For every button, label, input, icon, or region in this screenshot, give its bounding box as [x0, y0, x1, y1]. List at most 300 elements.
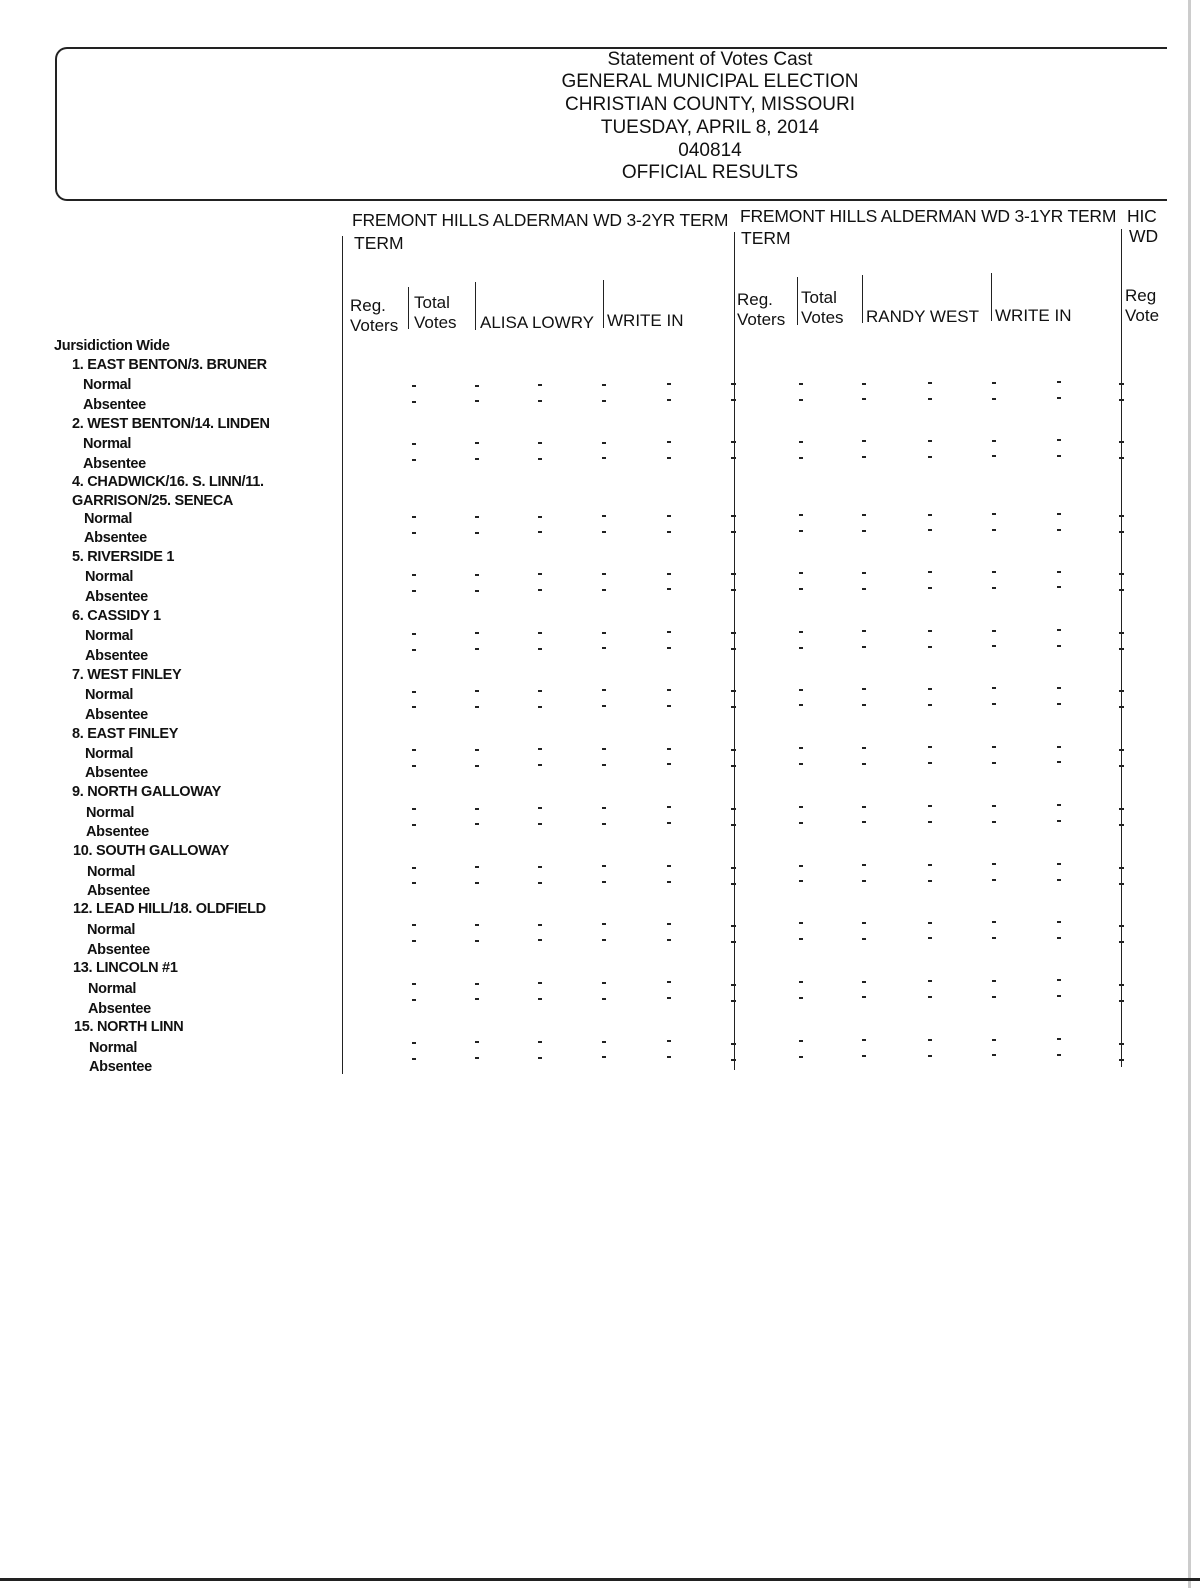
vote-cell-dash — [667, 573, 671, 575]
vote-cell-dash — [667, 689, 671, 691]
contest-1-term: TERM — [354, 233, 404, 253]
vote-cell-dash — [992, 1039, 996, 1041]
vote-cell-dash — [928, 864, 932, 866]
vote-cell-dash — [475, 998, 479, 1000]
col-write-in-1: WRITE IN — [607, 311, 684, 330]
vote-cell-dash — [412, 867, 416, 869]
vote-cell-dash — [412, 516, 416, 518]
precinct-name-continued: GARRISON/25. SENECA — [72, 493, 234, 509]
vote-cell-dash — [862, 646, 866, 648]
contest-title-2: FREMONT HILLS ALDERMAN WD 3-1YR TERM — [740, 206, 1117, 226]
vote-cell-dash — [862, 1055, 866, 1057]
vote-cell-dash — [1057, 804, 1061, 806]
vote-cell-dash — [1057, 586, 1061, 588]
vote-cell-dash — [862, 630, 866, 632]
vote-cell-dash — [799, 704, 803, 706]
column-tick — [1119, 457, 1124, 459]
row-type-absentee: Absentee — [85, 648, 148, 664]
precinct-name: 15. NORTH LINN — [74, 1019, 184, 1035]
vote-cell-dash — [928, 821, 932, 823]
vote-cell-dash — [602, 881, 606, 883]
vote-cell-dash — [667, 588, 671, 590]
vote-cell-dash — [538, 866, 542, 868]
precinct-name: 2. WEST BENTON/14. LINDEN — [72, 416, 270, 432]
vote-cell-dash — [538, 632, 542, 634]
vote-cell-dash — [928, 980, 932, 982]
column-tick — [731, 941, 736, 943]
column-rule — [734, 232, 735, 1070]
vote-cell-dash — [475, 808, 479, 810]
vote-cell-dash — [538, 823, 542, 825]
vote-cell-dash — [412, 808, 416, 810]
row-type-normal: Normal — [89, 1040, 138, 1056]
vote-cell-dash — [992, 571, 996, 573]
vote-cell-dash — [992, 587, 996, 589]
page-bottom-rule — [0, 1578, 1200, 1581]
row-type-absentee: Absentee — [85, 707, 148, 723]
vote-cell-dash — [602, 823, 606, 825]
vote-cell-dash — [475, 574, 479, 576]
col-reg-voters-3: Reg Vote — [1125, 286, 1160, 325]
column-tick — [1119, 648, 1124, 650]
vote-cell-dash — [412, 999, 416, 1001]
vote-cell-dash — [862, 514, 866, 516]
vote-cell-dash — [928, 922, 932, 924]
col-write-in-2: WRITE IN — [995, 306, 1072, 325]
vote-cell-dash — [667, 647, 671, 649]
vote-cell-dash — [1057, 863, 1061, 865]
vote-cell-dash — [1057, 381, 1061, 383]
report-title: Statement of Votes Cast — [607, 49, 813, 70]
column-tick — [731, 824, 736, 826]
col-total-votes-2: Total Votes — [801, 288, 844, 327]
vote-cell-dash — [538, 998, 542, 1000]
vote-cell-dash — [992, 630, 996, 632]
vote-cell-dash — [799, 647, 803, 649]
vote-cell-dash — [475, 882, 479, 884]
vote-cell-dash — [1057, 687, 1061, 689]
vote-cell-dash — [475, 516, 479, 518]
contest-title-3: HIC — [1127, 206, 1157, 226]
vote-cell-dash — [862, 747, 866, 749]
vote-cell-dash — [602, 689, 606, 691]
precinct-name: 10. SOUTH GALLOWAY — [73, 843, 230, 859]
vote-cell-dash — [667, 383, 671, 385]
vote-cell-dash — [799, 981, 803, 983]
vote-cell-dash — [475, 983, 479, 985]
column-tick — [731, 984, 736, 986]
vote-cell-dash — [992, 398, 996, 400]
vote-cell-dash — [602, 939, 606, 941]
vote-cell-dash — [928, 704, 932, 706]
header-rule — [797, 277, 798, 325]
vote-cell-dash — [799, 689, 803, 691]
vote-cell-dash — [602, 982, 606, 984]
vote-cell-dash — [992, 455, 996, 457]
vote-cell-dash — [799, 631, 803, 633]
vote-cell-dash — [667, 865, 671, 867]
vote-cell-dash — [928, 382, 932, 384]
vote-cell-dash — [475, 590, 479, 592]
col-reg-voters-2: Reg. Voters — [737, 290, 786, 329]
vote-cell-dash — [928, 587, 932, 589]
column-tick — [1119, 706, 1124, 708]
vote-cell-dash — [602, 457, 606, 459]
row-type-absentee: Absentee — [87, 942, 150, 958]
vote-cell-dash — [992, 382, 996, 384]
vote-cell-dash — [667, 631, 671, 633]
vote-cell-dash — [1057, 879, 1061, 881]
vote-cell-dash — [1057, 703, 1061, 705]
vote-cell-dash — [475, 823, 479, 825]
vote-cell-dash — [928, 1039, 932, 1041]
vote-cell-dash — [602, 632, 606, 634]
vote-cell-dash — [538, 807, 542, 809]
vote-cell-dash — [862, 530, 866, 532]
column-tick — [1119, 749, 1124, 751]
vote-cell-dash — [538, 531, 542, 533]
vote-cell-dash — [412, 590, 416, 592]
vote-cell-dash — [412, 691, 416, 693]
vote-cell-dash — [1057, 937, 1061, 939]
vote-cell-dash — [667, 806, 671, 808]
vote-cell-dash — [799, 747, 803, 749]
vote-cell-dash — [862, 880, 866, 882]
vote-cell-dash — [475, 385, 479, 387]
vote-cell-dash — [667, 881, 671, 883]
column-tick — [1119, 632, 1124, 634]
vote-cell-dash — [928, 514, 932, 516]
column-tick — [731, 690, 736, 692]
election-date: TUESDAY, APRIL 8, 2014 — [600, 117, 820, 138]
vote-cell-dash — [928, 762, 932, 764]
vote-cell-dash — [538, 589, 542, 591]
vote-cell-dash — [799, 572, 803, 574]
vote-cell-dash — [475, 458, 479, 460]
vote-cell-dash — [862, 1039, 866, 1041]
vote-cell-dash — [667, 763, 671, 765]
vote-cell-dash — [538, 1041, 542, 1043]
vote-cell-dash — [1057, 921, 1061, 923]
vote-cell-dash — [928, 398, 932, 400]
column-tick — [1119, 441, 1124, 443]
column-rule — [342, 236, 343, 1074]
vote-cell-dash — [602, 1041, 606, 1043]
vote-cell-dash — [412, 940, 416, 942]
vote-cell-dash — [928, 996, 932, 998]
vote-cell-dash — [799, 865, 803, 867]
column-tick — [731, 648, 736, 650]
precinct-name: 9. NORTH GALLOWAY — [72, 784, 222, 800]
vote-cell-dash — [412, 633, 416, 635]
vote-cell-dash — [412, 649, 416, 651]
results-status: OFFICIAL RESULTS — [621, 162, 799, 183]
vote-cell-dash — [799, 441, 803, 443]
vote-cell-dash — [799, 880, 803, 882]
vote-cell-dash — [992, 879, 996, 881]
vote-cell-dash — [1057, 513, 1061, 515]
row-type-absentee: Absentee — [85, 765, 148, 781]
header-rule — [603, 280, 604, 328]
header-rule — [475, 282, 476, 330]
vote-cell-dash — [799, 383, 803, 385]
vote-cell-dash — [1057, 820, 1061, 822]
row-type-absentee: Absentee — [83, 456, 146, 472]
vote-cell-dash — [928, 571, 932, 573]
vote-cell-dash — [862, 806, 866, 808]
contest-title-1: FREMONT HILLS ALDERMAN WD 3-2YR TERM — [352, 210, 729, 230]
row-type-normal: Normal — [85, 569, 134, 585]
vote-cell-dash — [799, 399, 803, 401]
vote-cell-dash — [992, 805, 996, 807]
vote-cell-dash — [992, 937, 996, 939]
vote-cell-dash — [475, 940, 479, 942]
vote-cell-dash — [412, 574, 416, 576]
column-tick — [1119, 573, 1124, 575]
vote-cell-dash — [602, 998, 606, 1000]
vote-cell-dash — [538, 748, 542, 750]
column-tick — [731, 573, 736, 575]
vote-cell-dash — [862, 440, 866, 442]
vote-cell-dash — [862, 996, 866, 998]
column-tick — [731, 1059, 736, 1061]
vote-cell-dash — [928, 1055, 932, 1057]
vote-cell-dash — [475, 1041, 479, 1043]
col-candidate-randy-west: RANDY WEST — [866, 307, 980, 326]
vote-cell-dash — [1057, 629, 1061, 631]
vote-cell-dash — [602, 748, 606, 750]
row-type-normal: Normal — [83, 377, 132, 393]
vote-cell-dash — [667, 457, 671, 459]
vote-cell-dash — [412, 401, 416, 403]
column-tick — [1119, 765, 1124, 767]
vote-cell-dash — [1057, 1038, 1061, 1040]
vote-cell-dash — [602, 515, 606, 517]
col-candidate-alisa-lowry: ALISA LOWRY — [480, 313, 595, 332]
vote-cell-dash — [1057, 979, 1061, 981]
vote-cell-dash — [602, 764, 606, 766]
vote-cell-dash — [538, 939, 542, 941]
vote-cell-dash — [475, 400, 479, 402]
col-reg-voters-1: Reg. Voters — [350, 296, 399, 335]
precinct-name: 1. EAST BENTON/3. BRUNER — [72, 357, 267, 373]
vote-cell-dash — [1057, 571, 1061, 573]
vote-cell-dash — [538, 442, 542, 444]
vote-cell-dash — [799, 457, 803, 459]
vote-cell-dash — [412, 706, 416, 708]
precinct-name: 13. LINCOLN #1 — [73, 960, 178, 976]
vote-cell-dash — [992, 821, 996, 823]
vote-cell-dash — [475, 1057, 479, 1059]
column-tick — [731, 457, 736, 459]
column-tick — [1119, 1059, 1124, 1061]
column-tick — [1119, 1043, 1124, 1045]
vote-cell-dash — [475, 866, 479, 868]
vote-cell-dash — [862, 981, 866, 983]
vote-cell-dash — [538, 648, 542, 650]
vote-cell-dash — [602, 647, 606, 649]
vote-cell-dash — [538, 706, 542, 708]
row-type-absentee: Absentee — [86, 824, 149, 840]
vote-cell-dash — [475, 648, 479, 650]
vote-cell-dash — [538, 458, 542, 460]
vote-cell-dash — [799, 514, 803, 516]
column-tick — [1119, 808, 1124, 810]
row-type-absentee: Absentee — [87, 883, 150, 899]
column-tick — [1119, 690, 1124, 692]
column-tick — [1119, 925, 1124, 927]
vote-cell-dash — [992, 440, 996, 442]
vote-cell-dash — [667, 981, 671, 983]
vote-cell-dash — [602, 589, 606, 591]
vote-cell-dash — [799, 822, 803, 824]
row-type-absentee: Absentee — [84, 530, 147, 546]
vote-cell-dash — [992, 996, 996, 998]
vote-cell-dash — [667, 1040, 671, 1042]
column-tick — [731, 515, 736, 517]
column-tick — [731, 632, 736, 634]
vote-cell-dash — [862, 763, 866, 765]
vote-cell-dash — [1057, 761, 1061, 763]
column-tick — [731, 589, 736, 591]
vote-cell-dash — [799, 806, 803, 808]
precinct-name: 12. LEAD HILL/18. OLDFIELD — [73, 901, 266, 917]
column-tick — [1119, 867, 1124, 869]
vote-cell-dash — [602, 705, 606, 707]
vote-cell-dash — [928, 880, 932, 882]
vote-cell-dash — [667, 822, 671, 824]
row-type-normal: Normal — [85, 746, 134, 762]
vote-cell-dash — [928, 937, 932, 939]
vote-cell-dash — [799, 1040, 803, 1042]
row-type-normal: Normal — [88, 981, 137, 997]
row-type-normal: Normal — [84, 511, 133, 527]
vote-cell-dash — [667, 1056, 671, 1058]
vote-cell-dash — [475, 442, 479, 444]
vote-cell-dash — [799, 997, 803, 999]
vote-cell-dash — [667, 748, 671, 750]
vote-cell-dash — [799, 922, 803, 924]
column-tick — [731, 883, 736, 885]
vote-cell-dash — [799, 588, 803, 590]
column-tick — [731, 441, 736, 443]
vote-cell-dash — [412, 983, 416, 985]
vote-cell-dash — [928, 746, 932, 748]
vote-cell-dash — [992, 645, 996, 647]
column-tick — [1119, 589, 1124, 591]
contest-3-term: WD — [1129, 226, 1159, 246]
vote-cell-dash — [475, 749, 479, 751]
vote-cell-dash — [1057, 645, 1061, 647]
vote-cell-dash — [538, 924, 542, 926]
vote-cell-dash — [862, 398, 866, 400]
row-type-normal: Normal — [86, 805, 135, 821]
column-tick — [1119, 941, 1124, 943]
vote-cell-dash — [602, 400, 606, 402]
vote-cell-dash — [475, 924, 479, 926]
vote-cell-dash — [862, 383, 866, 385]
vote-cell-dash — [538, 690, 542, 692]
vote-cell-dash — [412, 765, 416, 767]
row-type-absentee: Absentee — [83, 397, 146, 413]
vote-cell-dash — [928, 805, 932, 807]
vote-cell-dash — [412, 882, 416, 884]
vote-cell-dash — [799, 530, 803, 532]
vote-cell-dash — [602, 923, 606, 925]
vote-cell-dash — [1057, 746, 1061, 748]
vote-cell-dash — [928, 456, 932, 458]
column-tick — [1119, 883, 1124, 885]
vote-cell-dash — [1057, 995, 1061, 997]
column-tick — [731, 383, 736, 385]
column-tick — [1119, 515, 1124, 517]
column-tick — [731, 749, 736, 751]
row-type-absentee: Absentee — [88, 1001, 151, 1017]
col-total-votes-1: Total Votes — [414, 293, 457, 332]
precinct-name: 8. EAST FINLEY — [72, 726, 179, 742]
column-tick — [731, 399, 736, 401]
vote-cell-dash — [475, 765, 479, 767]
vote-cell-dash — [862, 588, 866, 590]
header-rule — [408, 287, 409, 329]
vote-cell-dash — [412, 1058, 416, 1060]
vote-cell-dash — [412, 1042, 416, 1044]
column-tick — [1119, 984, 1124, 986]
vote-cell-dash — [992, 513, 996, 515]
vote-cell-dash — [992, 687, 996, 689]
vote-cell-dash — [475, 706, 479, 708]
contest-2-term: TERM — [741, 228, 791, 248]
vote-cell-dash — [667, 399, 671, 401]
vote-cell-dash — [992, 863, 996, 865]
vote-cell-dash — [799, 763, 803, 765]
row-type-normal: Normal — [83, 436, 132, 452]
vote-cell-dash — [1057, 1054, 1061, 1056]
vote-cell-dash — [992, 921, 996, 923]
vote-cell-dash — [538, 384, 542, 386]
vote-cell-dash — [862, 864, 866, 866]
row-type-normal: Normal — [85, 628, 134, 644]
column-tick — [731, 765, 736, 767]
vote-cell-dash — [862, 938, 866, 940]
column-tick — [1119, 399, 1124, 401]
vote-cell-dash — [602, 442, 606, 444]
column-tick — [1119, 531, 1124, 533]
vote-cell-dash — [475, 632, 479, 634]
column-tick — [731, 925, 736, 927]
vote-cell-dash — [538, 1057, 542, 1059]
vote-cell-dash — [412, 824, 416, 826]
vote-cell-dash — [928, 630, 932, 632]
vote-cell-dash — [538, 882, 542, 884]
vote-cell-dash — [412, 443, 416, 445]
vote-cell-dash — [602, 531, 606, 533]
vote-cell-dash — [928, 529, 932, 531]
vote-cell-dash — [992, 529, 996, 531]
vote-cell-dash — [862, 922, 866, 924]
vote-cell-dash — [928, 646, 932, 648]
vote-cell-dash — [862, 704, 866, 706]
vote-cell-dash — [602, 384, 606, 386]
county-name: CHRISTIAN COUNTY, MISSOURI — [565, 94, 855, 115]
row-type-absentee: Absentee — [89, 1059, 152, 1075]
vote-cell-dash — [1057, 397, 1061, 399]
vote-cell-dash — [667, 705, 671, 707]
vote-cell-dash — [799, 938, 803, 940]
jurisdiction-wide-label: Jursidiction Wide — [54, 338, 170, 354]
vote-cell-dash — [862, 688, 866, 690]
vote-cell-dash — [412, 385, 416, 387]
